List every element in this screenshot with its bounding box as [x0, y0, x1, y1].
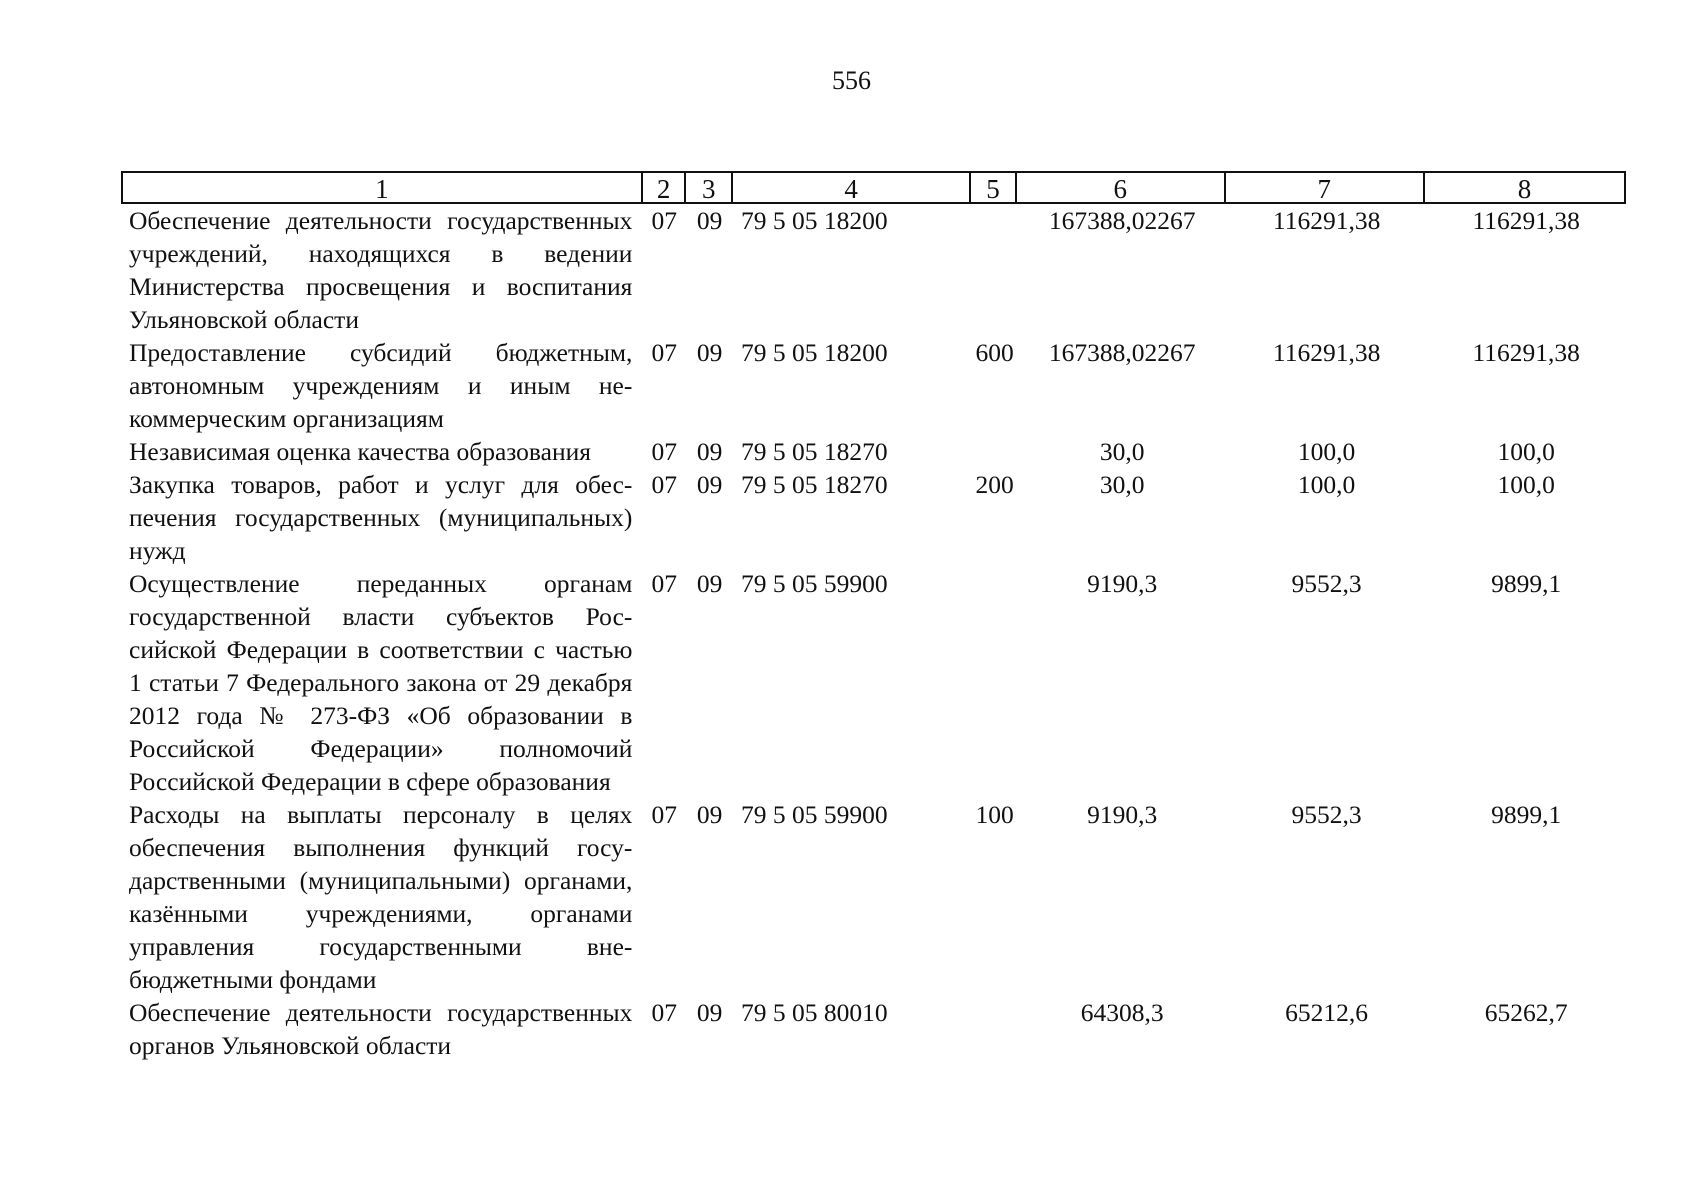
header-col-4: 4: [733, 173, 971, 202]
row-expense-type: 600: [975, 338, 1014, 367]
table-row: [121, 567, 1626, 798]
row-amount-col6: 9190,3: [1087, 800, 1158, 829]
row-amount-col6: 9190,3: [1087, 569, 1158, 598]
row-subsection-code: 09: [696, 437, 723, 466]
header-col-2: 2: [643, 173, 687, 202]
header-col-8: 8: [1517, 174, 1532, 204]
row-amount-col7: 9552,3: [1291, 800, 1362, 829]
row-section-code: 07: [651, 338, 678, 367]
page-number: 556: [832, 66, 871, 95]
row-amount-col8: 116291,38: [1472, 338, 1580, 367]
row-amount-col6: 167388,02267: [1048, 206, 1196, 235]
row-amount-col8: 116291,38: [1472, 206, 1580, 235]
row-amount-col8: 65262,7: [1484, 998, 1568, 1027]
row-expense-type: 100: [975, 800, 1014, 829]
row-section-code: 07: [651, 206, 678, 235]
table-row: [121, 435, 1626, 468]
row-expense-type: [972, 204, 1018, 336]
row-description: Осуществление переданных органам государственной власти субъектов Российской Федерации в соответствии с частью 1 статьи 7 Федерального закона от 29 декабря 2012 года № 273-ФЗ «Об образовании в Российской Федерации» полномочий Российской Федерации в сфере образования: [129, 569, 633, 796]
row-amount-col7: 9552,3: [1291, 569, 1362, 598]
row-amount-col6: 64308,3: [1080, 998, 1164, 1027]
row-amount-col8: 100,0: [1497, 437, 1555, 466]
row-description: Обеспечение деятельности государственных учреждений, находящихся в ведении Министерства просвещения и воспитания Ульяновской области: [129, 206, 633, 334]
table-body: [121, 204, 1626, 1062]
row-amount-col8: 100,0: [1497, 470, 1555, 499]
row-description: Расходы на выплаты персоналу в целях обеспечения выполнения функций государственными (муниципальными) органами, казёнными учреждениями, органами управления государственными внебюджетными фондами: [129, 800, 633, 994]
row-subsection-code: 09: [696, 569, 723, 598]
row-section-code: 07: [651, 800, 678, 829]
row-target-code: 79 5 05 59900: [740, 569, 888, 598]
header-col-7: 7: [1226, 173, 1425, 202]
table-row: [121, 336, 1626, 435]
row-expense-type: [972, 996, 1018, 1062]
row-amount-col7: 100,0: [1297, 437, 1356, 466]
row-section-code: 07: [651, 569, 678, 598]
table-row: [121, 798, 1626, 996]
row-description: Обеспечение деятельности государственных органов Ульяновской области: [129, 998, 633, 1060]
row-subsection-code: 09: [696, 338, 723, 367]
row-expense-type: [972, 435, 1018, 468]
row-amount-col7: 116291,38: [1272, 338, 1381, 367]
row-target-code: 79 5 05 59900: [740, 800, 888, 829]
row-subsection-code: 09: [696, 206, 723, 235]
row-target-code: 79 5 05 18270: [740, 470, 888, 499]
row-amount-col7: 100,0: [1297, 470, 1356, 499]
row-description: Закупка товаров, работ и услуг для обеспечения государственных (муниципальных) нужд: [129, 470, 633, 565]
row-amount-col6: 167388,02267: [1048, 338, 1196, 367]
row-target-code: 79 5 05 18200: [740, 338, 888, 367]
row-expense-type: 200: [975, 470, 1014, 499]
row-amount-col7: 116291,38: [1272, 206, 1381, 235]
table-header: [121, 171, 1626, 204]
row-description: Предоставление субсидий бюджетным, автономным учреждениям и иным некоммерческим организациям: [129, 338, 633, 433]
header-col-1: 1: [123, 173, 643, 202]
table-row: [121, 204, 1626, 336]
row-amount-col8: 9899,1: [1491, 569, 1562, 598]
header-col-3: 3: [686, 173, 733, 202]
row-target-code: 79 5 05 80010: [740, 998, 888, 1027]
row-section-code: 07: [651, 998, 678, 1027]
row-target-code: 79 5 05 18270: [740, 437, 888, 466]
row-target-code: 79 5 05 18200: [740, 206, 888, 235]
row-subsection-code: 09: [696, 800, 723, 829]
row-amount-col8: 9899,1: [1491, 800, 1562, 829]
row-subsection-code: 09: [696, 998, 723, 1027]
row-section-code: 07: [651, 470, 678, 499]
header-col-5: 5: [971, 173, 1017, 202]
header-col-6: 6: [1017, 173, 1226, 202]
table-row: [121, 996, 1626, 1062]
row-amount-col7: 65212,6: [1285, 998, 1369, 1027]
row-subsection-code: 09: [696, 470, 723, 499]
row-expense-type: [972, 567, 1018, 798]
row-amount-col6: 30,0: [1099, 437, 1145, 466]
row-amount-col6: 30,0: [1099, 470, 1145, 499]
table-row: [121, 468, 1626, 567]
row-section-code: 07: [651, 437, 678, 466]
row-description: Независимая оценка качества образования: [129, 437, 591, 466]
